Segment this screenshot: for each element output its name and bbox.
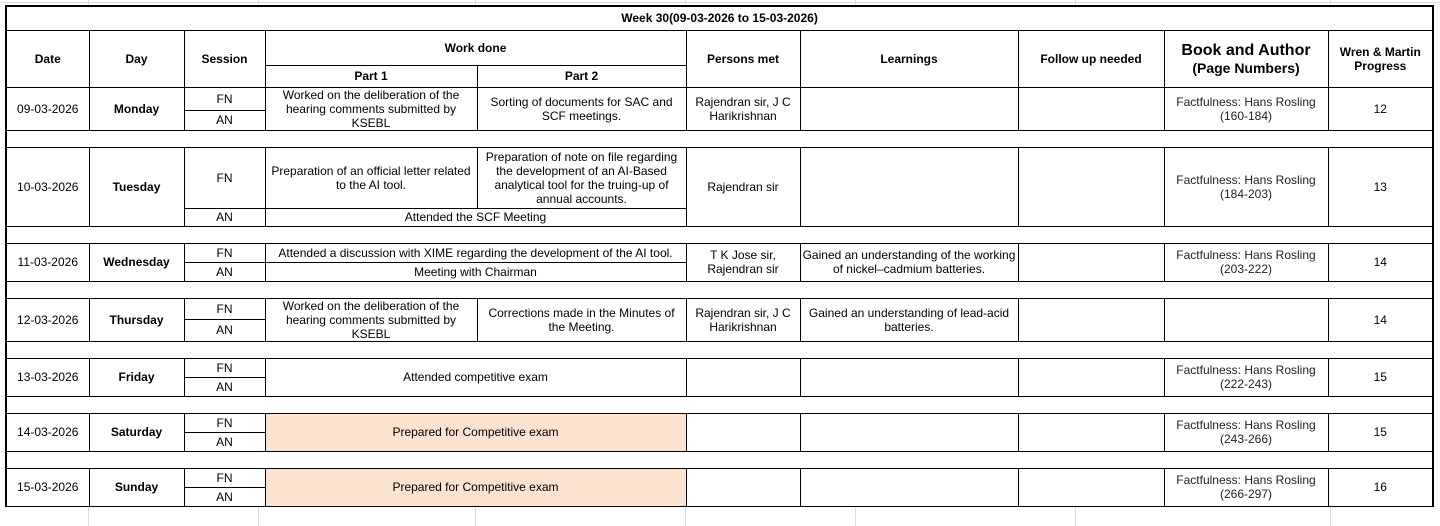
day-cell: Saturday xyxy=(89,413,184,451)
date-cell: 11-03-2026 xyxy=(6,243,89,281)
learnings-cell xyxy=(800,87,1018,130)
date-cell: 15-03-2026 xyxy=(6,468,89,506)
week-title: Week 30(09-03-2026 to 15-03-2026) xyxy=(6,6,1433,30)
progress-cell: 15 xyxy=(1328,358,1433,396)
persons-met-cell xyxy=(686,358,800,396)
work-merged-highlight: Prepared for Competitive exam xyxy=(265,413,686,451)
session-fn: FN xyxy=(184,358,265,377)
header-date: Date xyxy=(6,30,89,87)
work-part2: Sorting of documents for SAC and SCF meetings. xyxy=(477,87,686,130)
work-part1: Worked on the deliberation of the hearing comments submitted by KSEBL xyxy=(265,298,477,341)
learnings-cell xyxy=(800,468,1018,506)
session-an: AN xyxy=(184,432,265,451)
progress-cell: 16 xyxy=(1328,468,1433,506)
spacer-row xyxy=(6,226,1433,243)
progress-cell: 13 xyxy=(1328,147,1433,226)
session-fn: FN xyxy=(184,87,265,110)
session-fn: FN xyxy=(184,468,265,487)
work-part1: Preparation of an official letter related to the AI tool. xyxy=(265,147,477,208)
follow-up-cell xyxy=(1018,468,1164,506)
spacer-row xyxy=(6,281,1433,298)
work-an-merged: Attended the SCF Meeting xyxy=(265,208,686,226)
learnings-cell xyxy=(800,147,1018,226)
header-part2: Part 2 xyxy=(477,65,686,87)
learnings-cell xyxy=(800,413,1018,451)
follow-up-cell xyxy=(1018,147,1164,226)
follow-up-cell xyxy=(1018,243,1164,281)
persons-met-cell xyxy=(686,468,800,506)
header-follow-up: Follow up needed xyxy=(1018,30,1164,87)
learnings-cell xyxy=(800,358,1018,396)
weekly-log-table xyxy=(5,5,1434,507)
book-cell: Factfulness: Hans Rosling (184-203) xyxy=(1164,147,1328,226)
header-book-title: Book and Author xyxy=(1181,41,1311,59)
header-learnings: Learnings xyxy=(800,30,1018,87)
header-book xyxy=(1164,30,1328,87)
header-session: Session xyxy=(184,30,265,87)
follow-up-cell xyxy=(1018,413,1164,451)
header-day: Day xyxy=(89,30,184,87)
work-part1: Worked on the deliberation of the hearing comments submitted by KSEBL xyxy=(265,87,477,130)
date-cell: 14-03-2026 xyxy=(6,413,89,451)
header-work-done: Work done xyxy=(265,30,686,65)
persons-met-cell xyxy=(686,413,800,451)
date-cell: 09-03-2026 xyxy=(6,87,89,130)
header-progress: Wren & Martin Progress xyxy=(1328,30,1433,87)
work-fn-merged: Attended a discussion with XIME regarding the development of the AI tool. xyxy=(265,243,686,262)
work-merged: Attended competitive exam xyxy=(265,358,686,396)
header-book-sub: (Page Numbers) xyxy=(1192,59,1300,76)
header-part1: Part 1 xyxy=(265,65,477,87)
session-an: AN xyxy=(184,262,265,281)
date-cell: 13-03-2026 xyxy=(6,358,89,396)
book-cell: Factfulness: Hans Rosling (266-297) xyxy=(1164,468,1328,506)
progress-cell: 12 xyxy=(1328,87,1433,130)
session-an: AN xyxy=(184,377,265,396)
work-merged-highlight: Prepared for Competitive exam xyxy=(265,468,686,506)
session-an: AN xyxy=(184,487,265,506)
spacer-row xyxy=(6,341,1433,358)
session-an: AN xyxy=(184,320,265,342)
work-part2: Corrections made in the Minutes of the Meeting. xyxy=(477,298,686,341)
progress-cell: 14 xyxy=(1328,243,1433,281)
day-cell: Monday xyxy=(89,87,184,130)
session-an: AN xyxy=(184,110,265,130)
date-cell: 12-03-2026 xyxy=(6,298,89,341)
book-cell: Factfulness: Hans Rosling (222-243) xyxy=(1164,358,1328,396)
day-cell: Wednesday xyxy=(89,243,184,281)
session-fn: FN xyxy=(184,147,265,208)
session-an: AN xyxy=(184,208,265,226)
session-fn: FN xyxy=(184,413,265,432)
persons-met-cell: T K Jose sir, Rajendran sir xyxy=(686,243,800,281)
follow-up-cell xyxy=(1018,87,1164,130)
persons-met-cell: Rajendran sir, J C Harikrishnan xyxy=(686,298,800,341)
progress-cell: 15 xyxy=(1328,413,1433,451)
spacer-row xyxy=(6,396,1433,413)
book-cell: Factfulness: Hans Rosling (243-266) xyxy=(1164,413,1328,451)
day-cell: Friday xyxy=(89,358,184,396)
persons-met-cell: Rajendran sir xyxy=(686,147,800,226)
book-cell: Factfulness: Hans Rosling (160-184) xyxy=(1164,87,1328,130)
spacer-row xyxy=(6,130,1433,147)
header-persons-met: Persons met xyxy=(686,30,800,87)
book-cell: Factfulness: Hans Rosling (203-222) xyxy=(1164,243,1328,281)
work-part2: Preparation of note on file regarding the development of an AI-Based analytical tool for the truing-up of annual accounts. xyxy=(477,147,686,208)
book-cell xyxy=(1164,298,1328,341)
follow-up-cell xyxy=(1018,298,1164,341)
persons-met-cell: Rajendran sir, J C Harikrishnan xyxy=(686,87,800,130)
session-fn: FN xyxy=(184,298,265,320)
date-cell: 10-03-2026 xyxy=(6,147,89,226)
work-an-merged: Meeting with Chairman xyxy=(265,262,686,281)
follow-up-cell xyxy=(1018,358,1164,396)
progress-cell: 14 xyxy=(1328,298,1433,341)
session-fn: FN xyxy=(184,243,265,262)
learnings-cell: Gained an understanding of lead-acid batteries. xyxy=(800,298,1018,341)
spacer-row xyxy=(6,451,1433,468)
day-cell: Thursday xyxy=(89,298,184,341)
day-cell: Tuesday xyxy=(89,147,184,226)
learnings-cell: Gained an understanding of the working of nickel–cadmium batteries. xyxy=(800,243,1018,281)
day-cell: Sunday xyxy=(89,468,184,506)
